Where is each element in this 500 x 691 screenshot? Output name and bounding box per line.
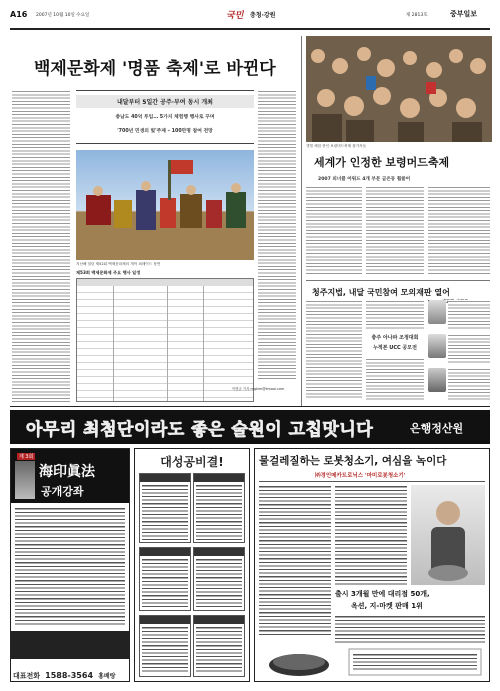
article1-subhead2: 충남도 40억 투입… 5가지 체험행 행사로 꾸며 (115, 115, 215, 120)
ad-right-body-col1 (259, 485, 331, 635)
article1-byline: 이명규 기자 mgkim@kmoai.com (232, 387, 285, 391)
ad-middle-panel-6 (193, 615, 245, 677)
ad-left-band (11, 631, 129, 659)
ad-left[interactable] (10, 448, 130, 682)
article1-photo-caption: 지난해 열린 제52회 백제문화제의 개막 퍼레이드 장면 (76, 262, 161, 266)
parade-image (76, 150, 254, 260)
ad-right-headline: 물걸레질하는 로봇청소기, 여심을 녹이다 (259, 455, 447, 467)
ad-right-rule (259, 481, 485, 482)
people-column-title (428, 288, 490, 296)
article2-body-col2 (366, 186, 424, 276)
article1-table-title: 제53회 백제문화제 주요 행사 일정 (76, 270, 141, 275)
ad-left-title1: 海印眞法 (39, 464, 95, 480)
ad-right-robot-image (259, 645, 485, 679)
person-with-robot-image (411, 485, 485, 585)
article3-box (366, 334, 424, 354)
ad-left-phone-row[interactable] (13, 663, 129, 679)
article1-headline: 백제문화제 '명품 축제'로 바뀐다 (34, 59, 276, 79)
section-title: 충청·강원 (250, 12, 276, 19)
person-photo-1 (428, 300, 446, 324)
ad-left-tag: 제 3회 (19, 454, 34, 460)
article1-subhead3: '700년 민생의 빛'주제 – 100만명 참여 전망 (117, 129, 213, 134)
article2-subhead: 2007 피너클 어워드 4개 부문 금은동 휩쓸어 (318, 177, 411, 182)
person-photo-3 (428, 368, 446, 392)
article1-body-col2 (258, 90, 296, 380)
masthead (10, 8, 490, 28)
ad-right-caption2: 옥션, 지-마켓 판매 1위 (351, 602, 423, 610)
article2-photo-caption: 갯벌 체험 중인 보령머드축제 참가자들 (306, 144, 367, 148)
mud-festival-image (306, 36, 492, 142)
article1-body-col1 (12, 90, 70, 402)
article1-photo (76, 150, 254, 260)
article3-headline: 청주지법, 내달 국민참여 모의재판 열어 (312, 288, 450, 297)
article2-body-col1 (306, 186, 362, 276)
ad-middle-panel-4 (193, 547, 245, 611)
article2-body-col3 (428, 186, 490, 276)
article3-body-col1 (306, 300, 362, 400)
person-text-3 (448, 368, 490, 400)
article2-headline: 세계가 인정한 보령머드축제 (314, 156, 450, 169)
person-text-2 (448, 334, 490, 364)
article3-body-col2 (366, 300, 424, 330)
ad-middle[interactable] (134, 448, 250, 682)
edition-number: 제 2813호 (406, 13, 428, 18)
banner-ad-brand: 은행정산원 (410, 422, 464, 435)
article2-photo (306, 36, 492, 142)
masthead-rule (10, 28, 490, 30)
issue-date: 2007년 10월 10일 수요일 (36, 13, 90, 18)
ad-left-body (15, 507, 125, 627)
article3-box-title: 충주 아나파 조정대회 (371, 335, 419, 341)
article3-box-sub: 누적본 UCC 공모전 (373, 345, 417, 351)
article3-body-col3 (366, 358, 424, 400)
paper-name: 중부일보 (450, 10, 478, 18)
ad-left-phone: 1588-3564 (45, 671, 94, 680)
person-photo-2 (428, 334, 446, 358)
ad-right-caption1: 출시 3개월 만에 대리점 50개, (335, 590, 430, 598)
article2-rule (306, 280, 490, 281)
person-text-1 (448, 300, 490, 330)
ad-left-header (11, 449, 129, 503)
page-number: A16 (10, 10, 28, 19)
editorial-bottom-rule (10, 406, 490, 407)
banner-ad-text: 아무리 최첨단이라도 좋은 술원이 고칩맛니다 (26, 420, 374, 440)
ad-middle-panel-3 (139, 547, 191, 611)
ad-left-suffix: 홍배랑 (98, 673, 116, 680)
ad-right[interactable] (254, 448, 490, 682)
section-logo: 국민 (226, 11, 244, 21)
ad-middle-panel-5 (139, 615, 191, 677)
ad-left-phone-label: 대표전화 (13, 672, 41, 680)
banner-ad[interactable] (10, 410, 490, 444)
article1-subhead1: 내달부터 5일간 공주·부여 동시 개최 (76, 95, 254, 108)
ad-right-body-col3 (335, 615, 485, 645)
ad-middle-title: 대성공비결! (160, 455, 224, 469)
ad-middle-panel-1 (139, 473, 191, 543)
ad-right-body-col2 (335, 485, 407, 585)
ad-right-photo (411, 485, 485, 585)
ad-left-portrait (15, 461, 35, 499)
column-divider (301, 36, 302, 406)
article1-subhead-box (76, 90, 254, 144)
ad-left-title2: 공개강좌 (41, 485, 84, 498)
ad-right-subhead: ㈜경인메카트로닉스 '마미로봇청소기' (315, 473, 406, 479)
ad-middle-panel-2 (193, 473, 245, 543)
